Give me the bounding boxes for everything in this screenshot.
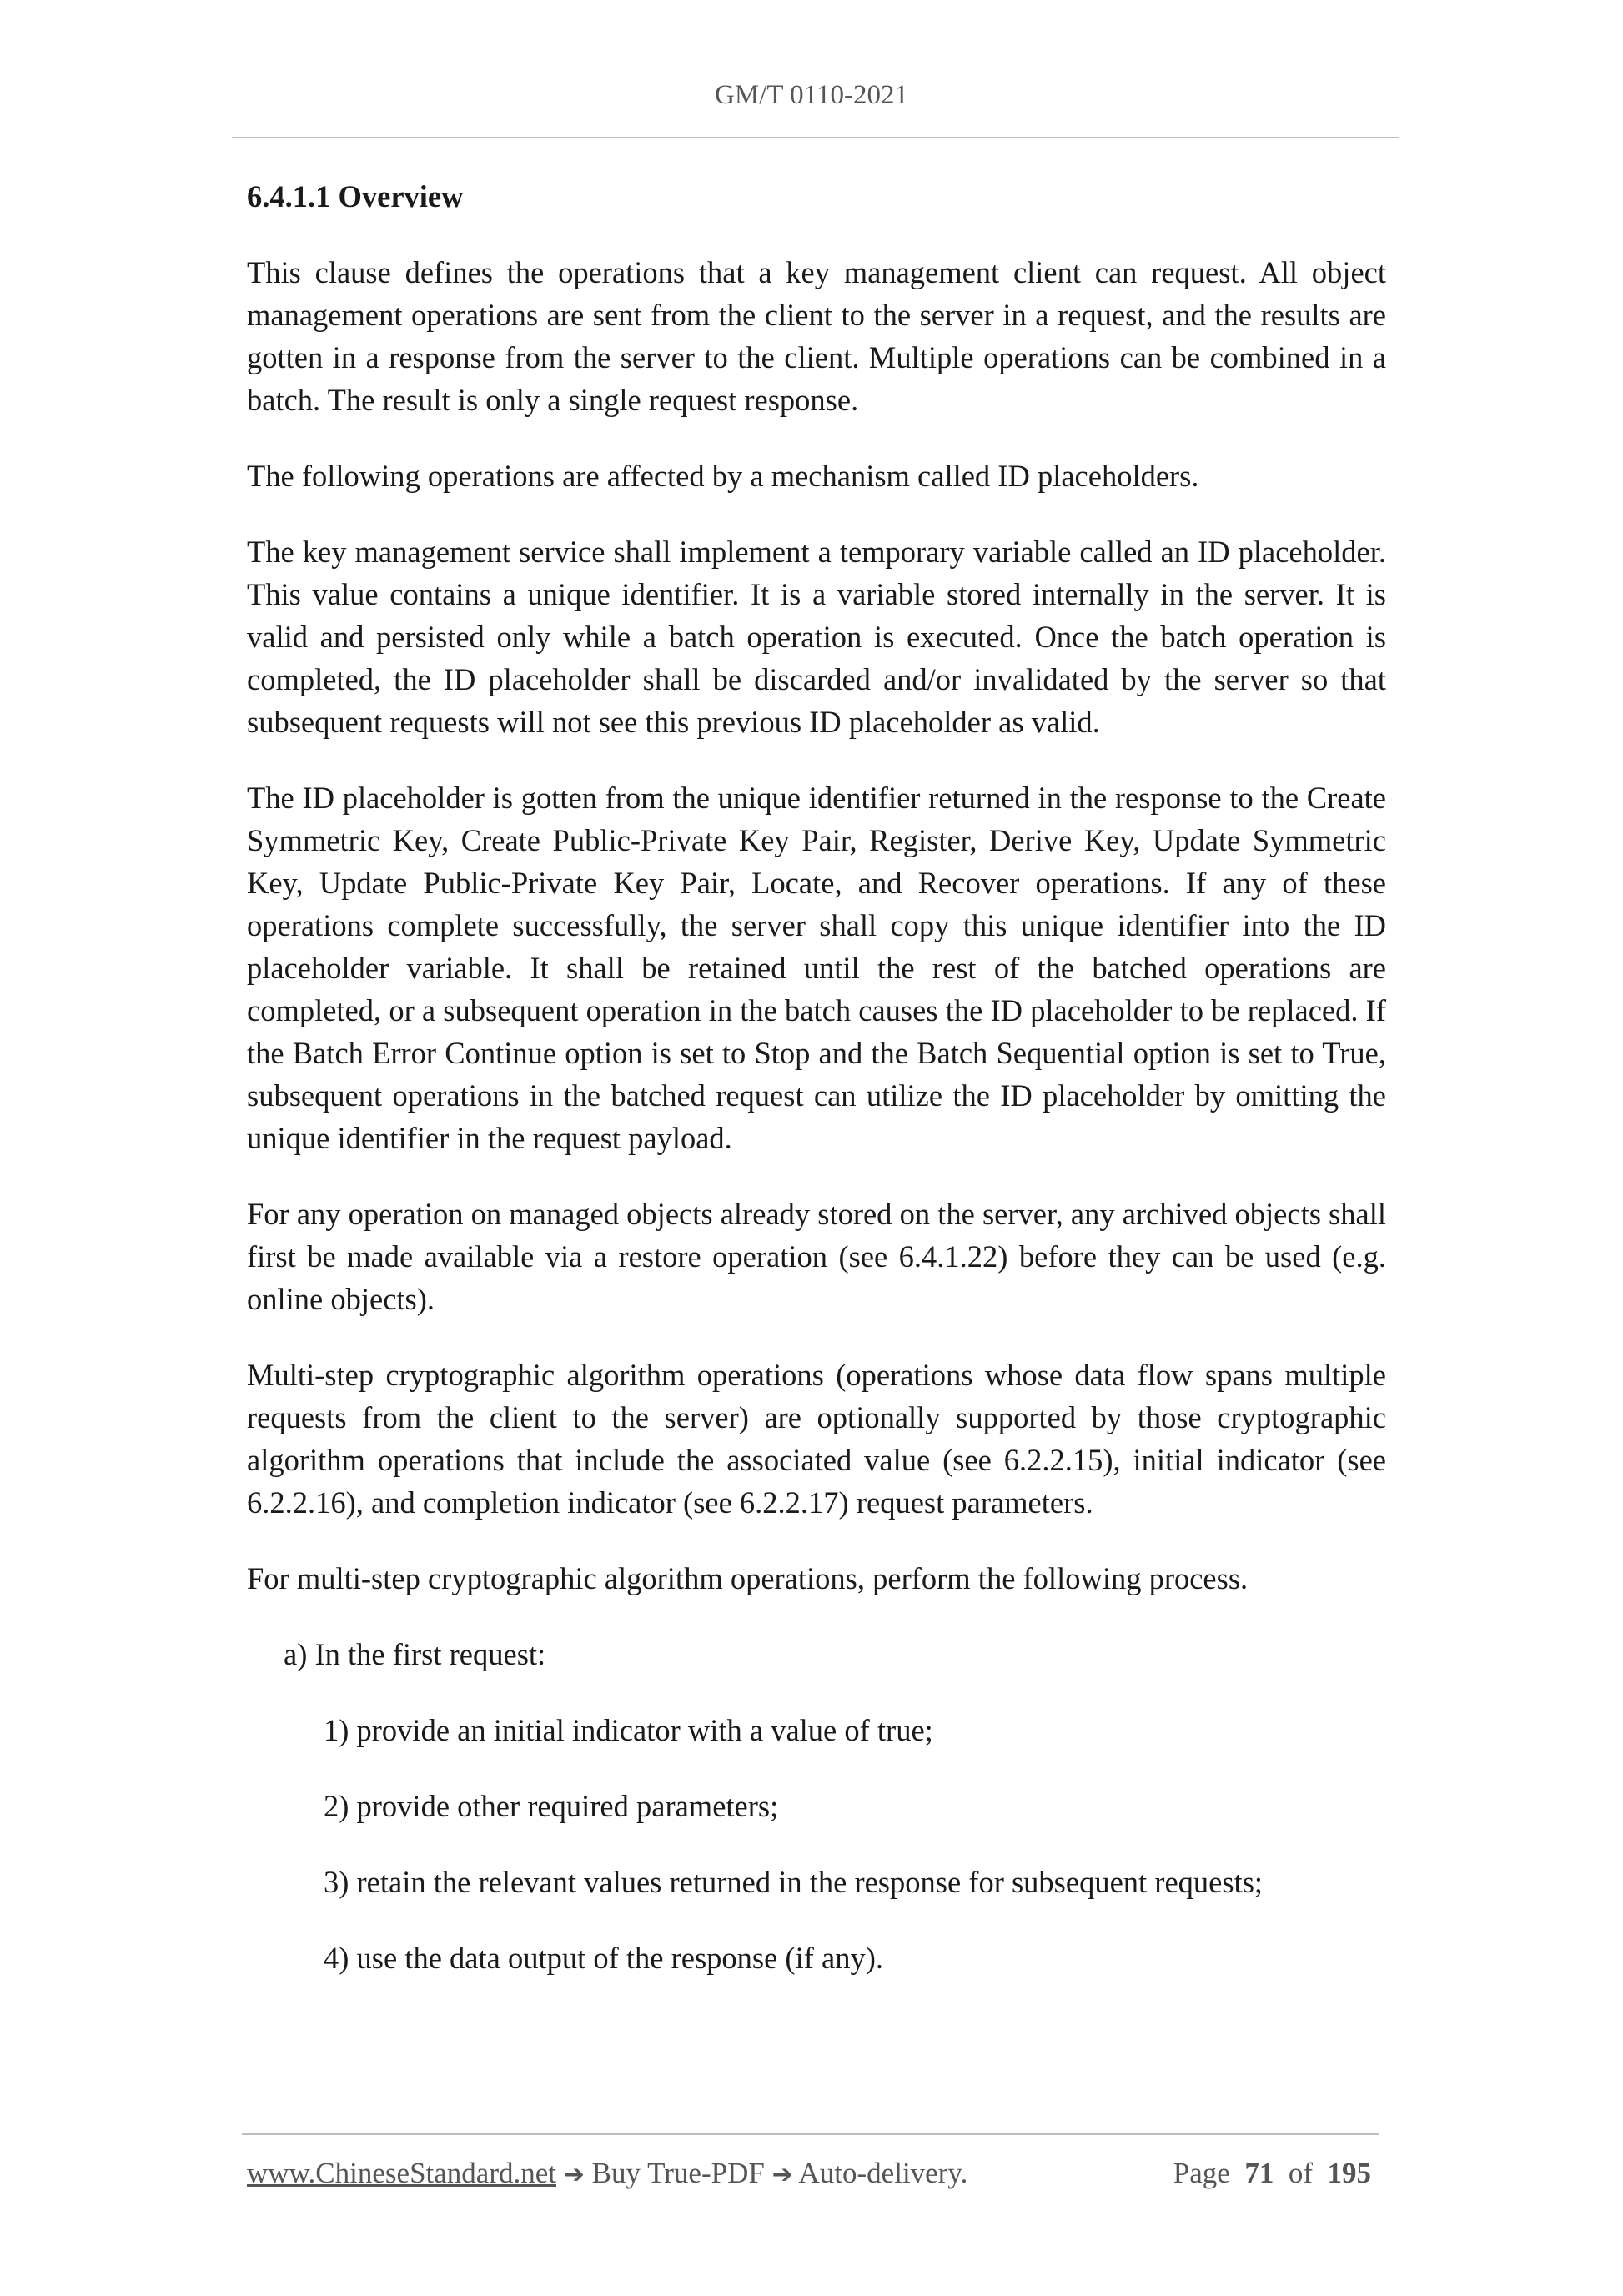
section-title: 6.4.1.1 Overview bbox=[247, 179, 464, 214]
list-subitem-2: 2) provide other required parameters; bbox=[324, 1789, 779, 1823]
footer-divider bbox=[242, 2133, 1379, 2135]
arrow-right-icon: ➔ bbox=[771, 2160, 793, 2189]
paragraph-1: This clause defines the operations that a key management client can request. All object management operations are sent from the client to the server in a request, and the results are gotten in a response from the server to the client. Multiple operations can be combined in a batch. The result is only a single request response. bbox=[247, 255, 1386, 417]
page-header: GM/T 0110-2021 bbox=[715, 80, 908, 110]
of-label: of bbox=[1288, 2157, 1313, 2189]
paragraph-2: The following operations are affected by a mechanism called ID placeholders. bbox=[247, 459, 1199, 493]
arrow-right-icon: ➔ bbox=[563, 2160, 585, 2189]
website-link[interactable]: www.ChineseStandard.net bbox=[247, 2157, 556, 2189]
list-subitem-1: 1) provide an initial indicator with a value of true; bbox=[324, 1713, 933, 1747]
footer-promo bbox=[247, 2157, 967, 2190]
list-subitem-3: 3) retain the relevant values returned in the response for subsequent requests; bbox=[324, 1865, 1264, 1899]
paragraph-7: For multi-step cryptographic algorithm operations, perform the following process. bbox=[247, 1561, 1249, 1595]
auto-delivery-text: Auto-delivery. bbox=[798, 2157, 968, 2189]
page-label: Page bbox=[1173, 2157, 1230, 2189]
document-body bbox=[247, 175, 1386, 2012]
header-divider bbox=[232, 137, 1399, 138]
page-current: 71 bbox=[1244, 2157, 1274, 2189]
paragraph-5: For any operation on managed objects already stored on the server, any archived objects shall first be made available via a restore operation (see 6.4.1.22) before they can be used (e.g. online objects). bbox=[247, 1197, 1386, 1316]
paragraph-3: The key management service shall implement a temporary variable called an ID placeholder. This value contains a unique identifier. It is a variable stored internally in the server. It is valid and persisted only while a batch operation is executed. Once the batch operation is completed, the ID placeholder shall be discarded and/or invalidated by the server so that subsequent requests will not see this previous ID placeholder as valid. bbox=[247, 535, 1386, 739]
page-total: 195 bbox=[1327, 2157, 1371, 2189]
buy-pdf-text: Buy True-PDF bbox=[591, 2157, 765, 2189]
page-number bbox=[1173, 2157, 1371, 2190]
list-subitem-4: 4) use the data output of the response (if any). bbox=[324, 1941, 883, 1975]
paragraph-6: Multi-step cryptographic algorithm operations (operations whose data flow spans multiple requests from the client to the server) are optionally supported by those cryptographic algorithm operations that include the associated value (see 6.2.2.15), initial indicator (see 6.2.2.16), and completion indicator (see 6.2.2.17) request parameters. bbox=[247, 1358, 1386, 1520]
paragraph-4: The ID placeholder is gotten from the unique identifier returned in the response to the Create Symmetric Key, Create Public-Private Key Pair, Register, Derive Key, Update Symmetric Key, Update Public-Private Key Pair, Locate, and Recover operations. If any of these operations complete successfully, the server shall copy this unique identifier into the ID placeholder variable. It shall be retained until the rest of the batched operations are completed, or a subsequent operation in the batch causes the ID placeholder to be replaced. If the Batch Error Continue option is set to Stop and the Batch Sequential option is set to True, subsequent operations in the batched request can utilize the ID placeholder by omitting the unique identifier in the request payload. bbox=[247, 781, 1386, 1155]
list-item-a: a) In the first request: bbox=[284, 1637, 546, 1671]
